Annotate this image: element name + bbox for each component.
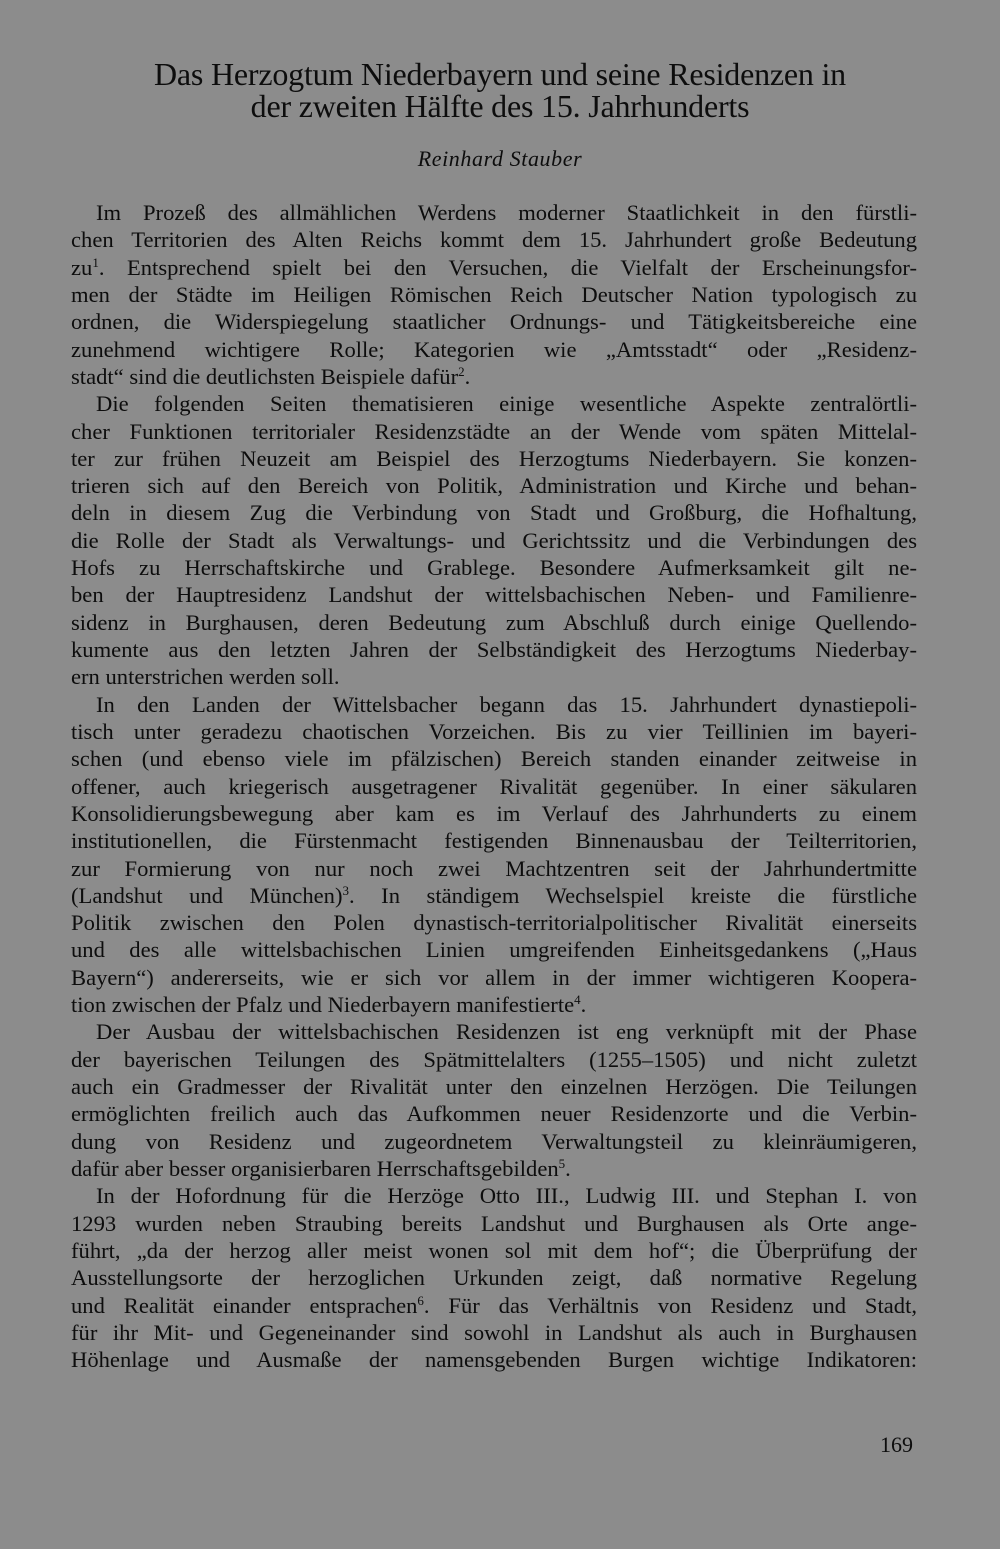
text-line [71, 336, 917, 363]
text-line [71, 445, 917, 472]
text-line [71, 472, 917, 499]
text-line [71, 800, 917, 827]
text-line [71, 1100, 917, 1127]
text-line-content: dafür aber besser organisierbaren Herrschaftsgebilden [71, 1155, 559, 1181]
text-line [71, 418, 917, 445]
text-line-content: Bayern“) andererseits, wie er sich vor allem in der immer wichtigeren Koopera- [71, 964, 917, 990]
text-line-content: auch ein Gradmesser der Rivalität unter den einzelnen Herzögen. Die Teilungen [71, 1074, 917, 1099]
text-line [71, 581, 917, 608]
text-line-continuation: . [464, 363, 471, 389]
text-line-content: Politik zwischen den Polen dynastisch-territorialpolitischer Rivalität einerseits [71, 910, 917, 936]
text-line [71, 855, 917, 882]
text-line-content: ern unterstrichen werden soll. [71, 664, 340, 690]
footnote-marker: 4 [574, 992, 581, 1008]
text-line [71, 1018, 917, 1045]
text-line-content: ordnen, die Widerspiegelung staatlicher Ordnungs- und Tätigkeitsbereiche eine [71, 309, 917, 335]
text-line [71, 254, 917, 281]
text-line-content: der bayerischen Teilungen des Spätmittelalters (1255–1505) und nicht zuletzt [71, 1046, 917, 1072]
text-line-content: schen (und ebenso viele im pfälzischen) Bereich standen einander zeitweise in [71, 746, 917, 772]
text-line [71, 1292, 917, 1319]
text-line-content: tion zwischen der Pfalz und Niederbayern manifestierte [71, 992, 575, 1018]
text-line [71, 499, 917, 526]
text-line [71, 745, 917, 772]
text-line [71, 1237, 917, 1264]
footnote-marker: 5 [558, 1155, 566, 1171]
text-line-content: ter zur frühen Neuzeit am Beispiel des Herzogtums Niederbayern. Sie konzen- [71, 445, 917, 471]
footnote-marker: 2 [458, 363, 465, 379]
text-line-content: für ihr Mit- und Gegeneinander sind sowohl in Landshut als auch in Burghausen [71, 1319, 917, 1345]
text-line [71, 527, 917, 554]
footnote-marker: 1 [92, 254, 99, 270]
text-line-content: ermöglichten freilich auch das Aufkommen neuer Residenzorte und die Verbin- [71, 1101, 917, 1127]
text-line-content: offener, auch kriegerisch ausgetragener Rivalität gegenüber. In einer säkularen [71, 773, 917, 799]
text-line [71, 281, 917, 308]
text-line [71, 663, 917, 690]
text-line-content: stadt“ sind die deutlichsten Beispiele dafür [71, 363, 459, 389]
author-name: Reinhard Stauber [417, 146, 583, 171]
footnote-marker: 6 [417, 1292, 424, 1308]
text-line-content: Konsolidierungsbewegung aber kam es im Verlauf des Jahrhunderts zu einem [71, 800, 917, 826]
text-line-content: und Realität einander entsprachen [71, 1292, 418, 1318]
text-line-content: kumente aus den letzten Jahren der Selbständigkeit des Herzogtums Niederbay- [71, 637, 917, 662]
body-text [71, 199, 917, 1373]
text-line-content: zur Formierung von nur noch zwei Machtzentren seit der Jahrhundertmitte [71, 855, 917, 881]
footnote-marker: 3 [342, 882, 349, 898]
text-line [71, 636, 917, 663]
text-line-content: men der Städte im Heiligen Römischen Reich Deutscher Nation typologisch zu [71, 281, 917, 307]
text-line-content: die Rolle der Stadt als Verwaltungs- und Gerichtssitz und die Verbindungen des [71, 527, 917, 553]
text-line [71, 827, 917, 854]
text-line [71, 1264, 917, 1291]
text-line-content: deln in diesem Zug die Verbindung von Stadt und Großburg, die Hofhaltung, [71, 500, 917, 526]
text-line-content: Ausstellungsorte der herzoglichen Urkunden zeigt, daß normative Regelung [71, 1265, 917, 1291]
text-line-content: führt, „da der herzog aller meist wonen sol mit dem hof“; die Überprüfung der [71, 1237, 917, 1263]
text-line-content: Der Ausbau der wittelsbachischen Residenzen ist eng verknüpft mit der Phase [96, 1019, 917, 1045]
text-line-continuation: . [565, 1155, 571, 1181]
page-number: 169 [880, 1432, 913, 1457]
text-line-content: trieren sich auf den Bereich von Politik, Administration und Kirche und behan- [71, 473, 917, 499]
text-line-content: sidenz in Burghausen, deren Bedeutung zum Abschluß durch einige Quellendo- [71, 609, 917, 635]
article-title-line-2: der zweiten Hälfte des 15. Jahrhunderts [250, 88, 750, 124]
text-line [71, 718, 917, 745]
text-line [71, 1210, 917, 1237]
text-line-continuation: . In ständigem Wechselspiel kreiste die fürstliche [348, 882, 918, 908]
text-line-content: Im Prozeß des allmählichen Werdens moderner Staatlichkeit in den fürstli- [96, 200, 917, 225]
text-line [71, 1046, 917, 1073]
text-line-content: (Landshut und München) [71, 882, 343, 908]
text-line [71, 1073, 917, 1100]
text-line-content: institutionellen, die Fürstenmacht festigenden Binnenausbau der Teilterritorien, [71, 828, 917, 854]
text-line-content: In der Hofordnung für die Herzöge Otto III., Ludwig III. und Stephan I. von [96, 1183, 917, 1209]
text-line-content: und des alle wittelsbachischen Linien umgreifenden Einheitsgedankens („Haus [71, 937, 917, 963]
text-line [71, 609, 917, 636]
text-line [71, 882, 917, 909]
text-line-content: zu [71, 254, 93, 280]
text-line [71, 773, 917, 800]
text-line-content: ben der Hauptresidenz Landshut der wittelsbachischen Neben- und Familienre- [71, 582, 917, 608]
text-line [71, 909, 917, 936]
text-line [71, 554, 917, 581]
text-line [71, 308, 917, 335]
text-line-content: dung von Residenz und zugeordnetem Verwaltungsteil zu kleinräumigeren, [71, 1128, 917, 1154]
text-line [71, 691, 917, 718]
text-line-content: Hofs zu Herrschaftskirche und Grablege. Besondere Aufmerksamkeit gilt ne- [71, 555, 917, 581]
text-line [71, 1155, 917, 1182]
text-line [71, 1182, 917, 1209]
text-line-continuation: . Für das Verhältnis von Residenz und Stadt, [423, 1292, 917, 1318]
text-line [71, 991, 917, 1018]
text-line [71, 1346, 917, 1373]
text-line [71, 226, 917, 253]
text-line-continuation: . Entsprechend spielt bei den Versuchen, die Vielfalt der Erscheinungsfor- [98, 254, 917, 280]
article-title [60, 58, 940, 122]
text-line-content: cher Funktionen territorialer Residenzstädte an der Wende vom späten Mittelal- [71, 418, 917, 444]
text-line-content: In den Landen der Wittelsbacher begann das 15. Jahrhundert dynastiepoli- [96, 691, 917, 717]
text-line [71, 390, 917, 417]
text-line [71, 1319, 917, 1346]
text-line-content: 1293 wurden neben Straubing bereits Landshut und Burghausen als Orte ange- [71, 1210, 917, 1236]
article-title-line-1: Das Herzogtum Niederbayern und seine Residenzen in [154, 56, 846, 92]
text-line [71, 964, 917, 991]
text-line [71, 363, 917, 390]
text-line [71, 936, 917, 963]
text-line-content: tisch unter geradezu chaotischen Vorzeichen. Bis zu vier Teillinien im bayeri- [71, 718, 917, 744]
text-line [71, 199, 917, 226]
text-line-content: zunehmend wichtigere Rolle; Kategorien wie „Amtsstadt“ oder „Residenz- [71, 336, 917, 362]
text-line-content: chen Territorien des Alten Reichs kommt dem 15. Jahrhundert große Bedeutung [71, 227, 917, 253]
text-line-content: Die folgenden Seiten thematisieren einige wesentliche Aspekte zentralörtli- [96, 391, 917, 417]
text-line [71, 1128, 917, 1155]
text-line-content: Höhenlage und Ausmaße der namensgebenden Burgen wichtige Indikatoren: [71, 1347, 917, 1373]
text-line-continuation: . [580, 992, 587, 1018]
